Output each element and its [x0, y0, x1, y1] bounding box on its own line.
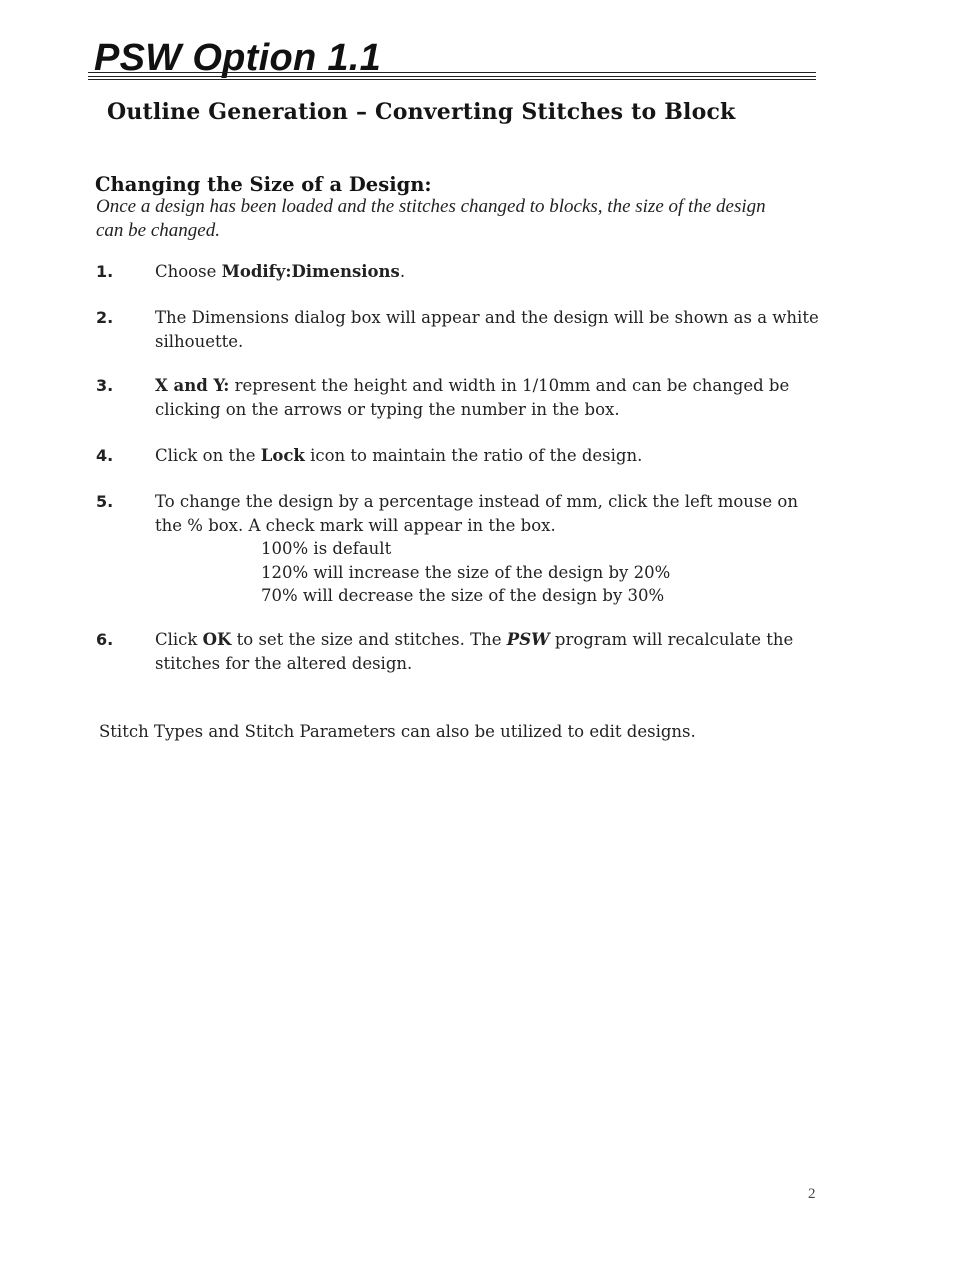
- step-number: 5.: [96, 492, 114, 511]
- step-text-part: program will recalculate the stitches for the altered design.: [155, 630, 794, 673]
- step-number: 4.: [96, 446, 114, 465]
- menu-command: Modify:Dimensions: [221, 262, 400, 281]
- step-text: [155, 490, 827, 608]
- step-text-part: to set the size and stitches. The: [231, 630, 507, 649]
- step-text-part: Choose: [155, 262, 222, 281]
- term-xy: X and Y:: [155, 376, 230, 395]
- step-text: [155, 260, 827, 284]
- term-ok: OK: [202, 630, 232, 649]
- page-title: PSW Option 1.1: [94, 37, 382, 79]
- percent-line: 70% will decrease the size of the design by 30%: [261, 586, 665, 605]
- step-number: 1.: [96, 262, 114, 281]
- percent-line: 120% will increase the size of the design by 20%: [261, 562, 671, 582]
- step-text: [155, 628, 827, 675]
- step-number: 6.: [96, 630, 114, 649]
- term-psw: PSW: [506, 630, 550, 649]
- step-text-part: icon to maintain the ratio of the design.: [304, 446, 643, 465]
- step-number: 3.: [96, 376, 114, 395]
- subsection-intro: Once a design has been loaded and the stitches changed to blocks, the size of the design can be changed.: [96, 196, 766, 241]
- step-text-part: Click on the: [155, 446, 261, 465]
- step-text-part: To change the design by a percentage instead of mm, click the left mouse on the % box. A check mark will appear in the box.: [155, 492, 798, 535]
- step-text: [155, 444, 827, 468]
- closing-note: Stitch Types and Stitch Parameters can also be utilized to edit designs.: [99, 722, 696, 741]
- step-number: 2.: [96, 308, 114, 327]
- title-rule-bottom: [88, 79, 816, 80]
- step-text-part: Click: [155, 630, 203, 649]
- section-heading: Outline Generation – Converting Stitches to Block: [107, 99, 736, 125]
- step-text-part: represent the height and width in 1/10mm and can be changed be clicking on the arrows or typing the number in the box.: [155, 376, 790, 419]
- title-rule-top: [88, 72, 816, 73]
- subsection-heading: Changing the Size of a Design:: [95, 173, 432, 196]
- percent-line: 100% is default: [261, 539, 392, 558]
- page-number: 2: [808, 1186, 816, 1202]
- term-lock: Lock: [260, 446, 305, 465]
- title-rule-middle: [88, 76, 816, 77]
- step-text-part: .: [399, 262, 406, 281]
- step-text: [155, 374, 827, 421]
- step-text: The Dimensions dialog box will appear and the design will be shown as a white silhouette.: [155, 308, 819, 351]
